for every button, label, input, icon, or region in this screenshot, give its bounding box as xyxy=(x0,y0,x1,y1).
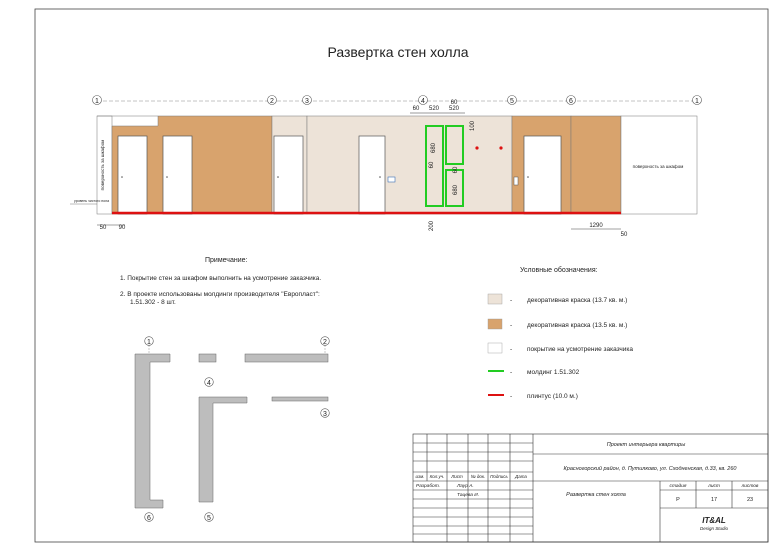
svg-text:покрытие на усмотрение заказчи: покрытие на усмотрение заказчика xyxy=(527,346,634,353)
hall-plan xyxy=(135,337,329,522)
svg-text:-: - xyxy=(510,369,513,376)
legend xyxy=(488,266,633,400)
svg-text:520: 520 xyxy=(428,106,440,112)
svg-text:50: 50 xyxy=(620,232,628,238)
svg-text:изм.: изм. xyxy=(415,474,425,479)
svg-text:Лист: Лист xyxy=(451,474,463,479)
svg-text:стадия: стадия xyxy=(669,484,687,489)
legend-item xyxy=(488,393,578,400)
svg-text:60: 60 xyxy=(412,106,420,112)
svg-text:Лаур А.: Лаур А. xyxy=(457,484,474,489)
axis-marker xyxy=(693,96,702,106)
svg-text:лист: лист xyxy=(708,484,720,489)
svg-text:1: 1 xyxy=(147,339,151,346)
svg-text:680: 680 xyxy=(453,184,459,196)
svg-text:декоративная краска (13.5 кв.: декоративная краска (13.5 кв. м.) xyxy=(527,322,628,329)
door xyxy=(524,136,561,214)
door xyxy=(163,136,192,214)
svg-text:5: 5 xyxy=(510,98,514,105)
axis-marker xyxy=(419,96,428,106)
svg-text:520: 520 xyxy=(448,106,460,112)
axis-marker xyxy=(508,96,517,106)
svg-text:IT&AL: IT&AL xyxy=(702,516,726,525)
wall-elevation xyxy=(70,116,697,214)
svg-text:60: 60 xyxy=(453,166,459,174)
svg-text:декоративная краска (13.7 кв.: декоративная краска (13.7 кв. м.) xyxy=(527,297,628,304)
door xyxy=(274,136,303,214)
svg-text:1: 1 xyxy=(95,98,99,105)
svg-text:Р: Р xyxy=(676,497,680,503)
door xyxy=(359,136,385,214)
svg-text:Проект интерьера квартиры: Проект интерьера квартиры xyxy=(606,442,686,448)
switch xyxy=(388,177,395,182)
svg-text:23: 23 xyxy=(746,497,754,503)
title-block-text xyxy=(416,442,759,531)
svg-text:60: 60 xyxy=(429,161,435,169)
svg-text:Условные обозначения:: Условные обозначения: xyxy=(520,267,598,274)
svg-text:200: 200 xyxy=(429,220,435,232)
svg-text:6: 6 xyxy=(569,98,573,105)
svg-text:поверхность за шкафом: поверхность за шкафом xyxy=(100,139,105,191)
svg-text:Развертка стен холла: Развертка стен холла xyxy=(566,492,626,498)
legend-item xyxy=(488,294,627,304)
svg-text:поверхность за шкафом: поверхность за шкафом xyxy=(632,164,684,169)
door xyxy=(118,136,147,214)
axis-marker xyxy=(303,96,312,106)
svg-text:-: - xyxy=(510,297,513,304)
svg-text:2. В проекте использованы молд: 2. В проекте использованы молдинги производителя "Европласт": xyxy=(120,291,320,298)
svg-text:50: 50 xyxy=(99,225,107,231)
axis-marker xyxy=(567,96,576,106)
svg-text:5: 5 xyxy=(207,515,211,522)
svg-text:3: 3 xyxy=(323,411,327,418)
axis-marker xyxy=(93,96,102,106)
axis-marker xyxy=(321,337,330,346)
axis-marker xyxy=(205,378,214,387)
axis-markers-top xyxy=(93,96,702,106)
svg-text:680: 680 xyxy=(431,142,437,154)
axis-marker xyxy=(205,513,214,522)
svg-text:1: 1 xyxy=(695,98,699,105)
svg-text:Дата: Дата xyxy=(515,474,527,479)
notes-block xyxy=(120,257,321,306)
svg-text:плинтус (10.0 м.): плинтус (10.0 м.) xyxy=(527,393,578,400)
axis-marker xyxy=(145,337,154,346)
svg-text:Кол.уч.: Кол.уч. xyxy=(429,474,445,479)
sheet-title: Развертка стен холла xyxy=(327,44,469,60)
switch xyxy=(514,177,518,185)
svg-text:-: - xyxy=(510,322,513,329)
svg-text:листов: листов xyxy=(741,484,759,489)
svg-text:4: 4 xyxy=(207,380,211,387)
top-dimensions xyxy=(410,100,465,113)
bottom-dimensions xyxy=(97,220,628,238)
legend-item xyxy=(488,369,580,376)
svg-text:90: 90 xyxy=(118,225,126,231)
svg-text:уровень чистого пола: уровень чистого пола xyxy=(74,199,110,203)
svg-text:Подпись: Подпись xyxy=(490,474,508,479)
svg-text:1290: 1290 xyxy=(589,223,603,229)
svg-text:17: 17 xyxy=(710,497,718,503)
axis-marker xyxy=(145,513,154,522)
svg-text:2: 2 xyxy=(270,98,274,105)
socket xyxy=(499,146,502,149)
svg-text:100: 100 xyxy=(470,120,476,132)
svg-text:Разработ.: Разработ. xyxy=(416,484,440,489)
svg-text:4: 4 xyxy=(421,98,425,105)
svg-text:-: - xyxy=(510,393,513,400)
svg-text:6: 6 xyxy=(147,515,151,522)
svg-text:Тацева И.: Тацева И. xyxy=(457,493,480,498)
legend-item xyxy=(488,343,633,353)
socket xyxy=(475,146,478,149)
svg-text:1. Покрытие стен за шкафом вып: 1. Покрытие стен за шкафом выполнить на усмотрение заказчика. xyxy=(120,275,322,282)
svg-text:Примечание:: Примечание: xyxy=(205,257,248,264)
svg-text:1.51.302 - 8 шт.: 1.51.302 - 8 шт. xyxy=(130,299,176,306)
svg-text:2: 2 xyxy=(323,339,327,346)
axis-marker xyxy=(321,409,330,418)
svg-text:60: 60 xyxy=(450,100,458,106)
svg-text:3: 3 xyxy=(305,98,309,105)
svg-text:молдинг 1.51.302: молдинг 1.51.302 xyxy=(527,369,580,376)
legend-item xyxy=(488,319,627,329)
svg-text:№ док.: № док. xyxy=(470,474,486,479)
svg-text:Design Studio: Design Studio xyxy=(699,526,729,531)
svg-text:Красногорский район, д. Путилк: Красногорский район, д. Путилково, ул. Сходненская, д.33, кв. 260 xyxy=(563,466,737,472)
axis-marker xyxy=(268,96,277,106)
svg-text:-: - xyxy=(510,346,513,353)
